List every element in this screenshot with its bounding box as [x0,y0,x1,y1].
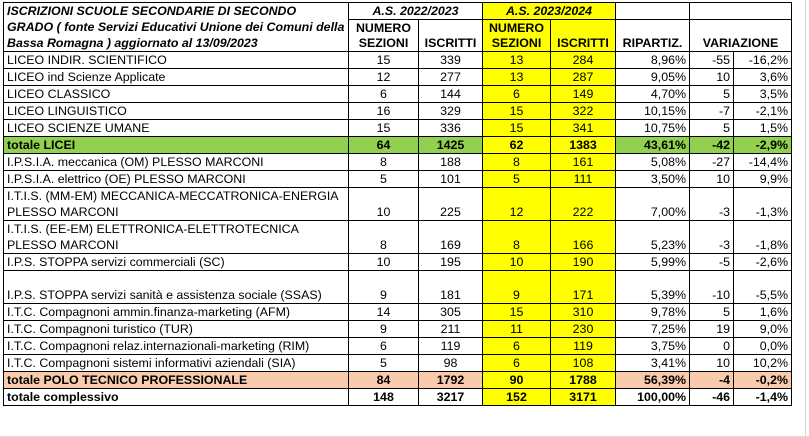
ripartiz-cell: 56,39% [616,372,690,389]
grid-edge [805,0,806,437]
ripartiz-cell: 5,23% [616,221,690,254]
iscritti-prev-cell: 181 [419,271,483,304]
variazione-pct-cell: -2,1% [734,103,792,120]
iscritti-curr-cell: 1383 [551,137,616,154]
variazione-pct-cell: -2,9% [734,137,792,154]
sezioni-prev-cell: 8 [349,154,419,171]
sezioni-curr-cell: 15 [483,304,551,321]
iscritti-prev-cell: 305 [419,304,483,321]
sezioni-curr-cell: 9 [483,271,551,304]
variazione-num-cell: 10 [690,355,734,372]
table-row [4,154,792,171]
table-row [4,52,792,69]
sezioni-prev-cell: 9 [349,271,419,304]
sezioni-curr-cell: 5 [483,171,551,188]
sezioni-curr-cell: 8 [483,154,551,171]
sezioni-curr-cell: 6 [483,86,551,103]
sezioni-curr-cell: 6 [483,355,551,372]
variazione-pct-cell: -1,8% [734,221,792,254]
school-name-cell: totale LICEI [4,137,349,154]
sezioni-curr-cell: 62 [483,137,551,154]
year-curr-header: A.S. 2023/2024 [483,3,616,20]
total-licei-row [4,137,792,154]
variazione-pct-cell: 9,0% [734,321,792,338]
ripartiz-cell: 7,00% [616,188,690,221]
sezioni-prev-cell: 6 [349,86,419,103]
variazione-pct-cell: -16,2% [734,52,792,69]
table-row [4,304,792,321]
sezioni-curr-cell: 12 [483,188,551,221]
sezioni-curr-cell: 152 [483,389,551,406]
ripartiz-cell: 10,15% [616,103,690,120]
variazione-num-cell: 19 [690,321,734,338]
variazione-pct-cell: 3,6% [734,69,792,86]
table-row [4,321,792,338]
table-row [4,86,792,103]
school-name-cell: I.T.C. Compagnoni relaz.internazionali-marketing (RIM) [4,338,349,355]
ripartiz-cell: 5,08% [616,154,690,171]
year-prev-header: A.S. 2022/2023 [349,3,483,20]
school-name-cell: LICEO INDIR. SCIENTIFICO [4,52,349,69]
iscritti-prev-cell: 339 [419,52,483,69]
iscritti-prev-cell: 225 [419,188,483,221]
sezioni-prev-cell: 10 [349,188,419,221]
iscritti-curr-cell: 287 [551,69,616,86]
variazione-pct-cell: -14,4% [734,154,792,171]
school-name-cell: I.P.S.I.A. elettrico (OE) PLESSO MARCONI [4,171,349,188]
sezioni-prev-cell: 8 [349,221,419,254]
sezioni-curr-cell: 10 [483,254,551,271]
iscritti-prev-cell: 169 [419,221,483,254]
variazione-num-cell: -7 [690,103,734,120]
school-name-cell: I.T.I.S. (MM-EM) MECCANICA-MECCATRONICA-ENERGIA PLESSO MARCONI [4,188,349,221]
ripartiz-cell: 9,05% [616,69,690,86]
school-name-cell: I.T.C. Compagnoni ammin.finanza-marketing (AFM) [4,304,349,321]
variazione-pct-cell: 3,5% [734,86,792,103]
sezioni-curr-cell: 90 [483,372,551,389]
iscritti-prev-cell: 211 [419,321,483,338]
variazione-pct-cell: -5,5% [734,271,792,304]
table-row [4,271,792,304]
table-row [4,69,792,86]
school-name-cell: I.P.S. STOPPA servizi sanità e assistenza sociale (SSAS) [4,271,349,304]
col-header-ripartiz: RIPARTIZ. [616,20,690,52]
sezioni-curr-cell: 11 [483,321,551,338]
school-name-cell: I.P.S. STOPPA servizi commerciali (SC) [4,254,349,271]
school-name-cell: I.P.S.I.A. meccanica (OM) PLESSO MARCONI [4,154,349,171]
iscritti-curr-cell: 161 [551,154,616,171]
ripartiz-cell: 9,78% [616,304,690,321]
sezioni-prev-cell: 64 [349,137,419,154]
sezioni-prev-cell: 14 [349,304,419,321]
iscritti-curr-cell: 284 [551,52,616,69]
variazione-pct-cell: -1,3% [734,188,792,221]
sezioni-prev-cell: 10 [349,254,419,271]
variazione-num-cell: 10 [690,171,734,188]
ripartiz-cell: 43,61% [616,137,690,154]
table-row [4,120,792,137]
iscritti-prev-cell: 1425 [419,137,483,154]
variazione-num-cell: -5 [690,254,734,271]
sezioni-prev-cell: 16 [349,103,419,120]
sezioni-curr-cell: 8 [483,221,551,254]
iscritti-prev-cell: 329 [419,103,483,120]
school-name-cell: LICEO LINGUISTICO [4,103,349,120]
school-name-cell: I.T.C. Compagnoni sistemi informativi aziendali (SIA) [4,355,349,372]
sezioni-curr-cell: 15 [483,120,551,137]
school-name-cell: I.T.I.S. (EE-EM) ELETTRONICA-ELETTROTECNICA PLESSO MARCONI [4,221,349,254]
variazione-num-cell: -4 [690,372,734,389]
total-all-row [4,389,792,406]
table-row [4,188,792,221]
ripartiz-cell: 7,25% [616,321,690,338]
iscritti-curr-cell: 3171 [551,389,616,406]
iscritti-curr-cell: 190 [551,254,616,271]
iscritti-prev-cell: 119 [419,338,483,355]
variazione-pct-cell: -0,2% [734,372,792,389]
sezioni-prev-cell: 15 [349,120,419,137]
iscritti-curr-cell: 322 [551,103,616,120]
iscritti-prev-cell: 144 [419,86,483,103]
iscritti-prev-cell: 188 [419,154,483,171]
ripartiz-cell: 4,70% [616,86,690,103]
school-name-cell: totale POLO TECNICO PROFESSIONALE [4,372,349,389]
variazione-num-cell: -27 [690,154,734,171]
school-name-cell: LICEO ind Scienze Applicate [4,69,349,86]
sezioni-prev-cell: 148 [349,389,419,406]
iscritti-curr-cell: 310 [551,304,616,321]
ripartiz-cell: 10,75% [616,120,690,137]
iscritti-curr-cell: 171 [551,271,616,304]
col-header-iscritti-prev: ISCRITTI [419,20,483,52]
school-name-cell: I.T.C. Compagnoni turistico (TUR) [4,321,349,338]
iscritti-prev-cell: 101 [419,171,483,188]
variazione-num-cell: 5 [690,86,734,103]
iscritti-curr-cell: 230 [551,321,616,338]
iscritti-prev-cell: 195 [419,254,483,271]
table-row [4,338,792,355]
variazione-num-cell: -10 [690,271,734,304]
empty-cell [690,3,792,20]
sezioni-curr-cell: 6 [483,338,551,355]
table-row [4,355,792,372]
table-row [4,221,792,254]
iscritti-prev-cell: 3217 [419,389,483,406]
sezioni-prev-cell: 5 [349,355,419,372]
ripartiz-cell: 3,41% [616,355,690,372]
school-name-cell: totale complessivo [4,389,349,406]
iscritti-curr-cell: 166 [551,221,616,254]
iscritti-prev-cell: 336 [419,120,483,137]
iscritti-prev-cell: 98 [419,355,483,372]
variazione-num-cell: 5 [690,304,734,321]
table-row [4,254,792,271]
iscritti-prev-cell: 277 [419,69,483,86]
sezioni-prev-cell: 5 [349,171,419,188]
variazione-pct-cell: 1,6% [734,304,792,321]
variazione-pct-cell: -2,6% [734,254,792,271]
sezioni-curr-cell: 13 [483,69,551,86]
col-header-sezioni-curr: NUMERO SEZIONI [483,20,551,52]
iscritti-prev-cell: 1792 [419,372,483,389]
variazione-pct-cell: 10,2% [734,355,792,372]
ripartiz-cell: 8,96% [616,52,690,69]
col-header-sezioni-prev: NUMERO SEZIONI [349,20,419,52]
variazione-num-cell: 10 [690,69,734,86]
variazione-pct-cell: -1,4% [734,389,792,406]
table-title: ISCRIZIONI SCUOLE SECONDARIE DI SECONDO GRADO ( fonte Servizi Educativi Unione dei Comuni della Bassa Romagna ) aggiornato al 13/09/2023 [4,3,349,52]
col-header-variazione: VARIAZIONE [690,20,792,52]
ripartiz-cell: 3,75% [616,338,690,355]
variazione-pct-cell: 1,5% [734,120,792,137]
iscritti-curr-cell: 119 [551,338,616,355]
ripartiz-cell: 5,99% [616,254,690,271]
table-row [4,171,792,188]
ripartiz-cell: 100,00% [616,389,690,406]
variazione-pct-cell: 9,9% [734,171,792,188]
iscritti-curr-cell: 111 [551,171,616,188]
iscritti-curr-cell: 341 [551,120,616,137]
sezioni-prev-cell: 15 [349,52,419,69]
variazione-pct-cell: 0,0% [734,338,792,355]
iscritti-curr-cell: 1788 [551,372,616,389]
variazione-num-cell: -46 [690,389,734,406]
variazione-num-cell: 0 [690,338,734,355]
iscritti-curr-cell: 222 [551,188,616,221]
header-row-years [4,3,792,20]
sezioni-curr-cell: 13 [483,52,551,69]
variazione-num-cell: -3 [690,188,734,221]
sezioni-curr-cell: 15 [483,103,551,120]
school-name-cell: LICEO SCIENZE UMANE [4,120,349,137]
total-polo-row [4,372,792,389]
school-name-cell: LICEO CLASSICO [4,86,349,103]
variazione-num-cell: -3 [690,221,734,254]
sezioni-prev-cell: 9 [349,321,419,338]
table-row [4,103,792,120]
enrollment-table [3,2,792,406]
col-header-iscritti-curr: ISCRITTI [551,20,616,52]
ripartiz-cell: 5,39% [616,271,690,304]
iscritti-curr-cell: 108 [551,355,616,372]
variazione-num-cell: -42 [690,137,734,154]
sezioni-prev-cell: 84 [349,372,419,389]
sezioni-prev-cell: 6 [349,338,419,355]
sezioni-prev-cell: 12 [349,69,419,86]
empty-cell [616,3,690,20]
ripartiz-cell: 3,50% [616,171,690,188]
variazione-num-cell: -55 [690,52,734,69]
variazione-num-cell: 5 [690,120,734,137]
iscritti-curr-cell: 149 [551,86,616,103]
